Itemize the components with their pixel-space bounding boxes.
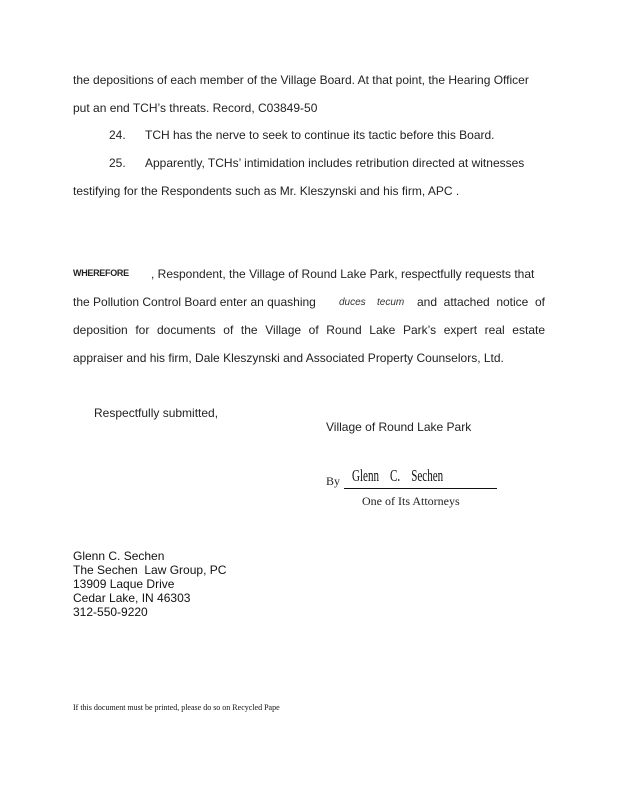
body-line-5: testifying for the Respondents such as Mr. Kleszynski and his firm, APC .: [73, 184, 460, 198]
attorney-phone: 312-550-9220: [73, 605, 148, 619]
body-line-2: put an end TCH’s threats. Record, C03849-50: [73, 101, 318, 115]
wherefore-lead: WHEREFORE: [73, 268, 129, 278]
attorney-address: [73, 549, 226, 619]
wherefore-line-2-start: the Pollution Control Board enter an quashing: [73, 295, 316, 309]
signature-role: One of Its Attorneys: [362, 494, 460, 508]
closing: Respectfully submitted,: [94, 406, 219, 420]
paragraph-25-text: Apparently, TCHs’ intimidation includes retribution directed at witnesses: [145, 156, 525, 170]
body-line-1: the depositions of each member of the Village Board. At that point, the Hearing Officer: [73, 73, 529, 87]
attorney-city: Cedar Lake, IN 46303: [73, 591, 191, 605]
by-label: By: [326, 474, 341, 488]
footer-note: If this document must be printed, please do so on Recycled Pape: [73, 703, 280, 712]
latin-duces: duces: [339, 297, 366, 308]
wherefore-line-4: appraiser and his firm, Dale Kleszynski and Associated Property Counselors, Ltd.: [73, 351, 504, 365]
paragraph-number-25: 25.: [109, 156, 126, 170]
wherefore-line-1: , Respondent, the Village of Round Lake Park, respectfully requests that: [151, 267, 535, 281]
signature-line: [344, 488, 497, 489]
wherefore-line-2-end: and attached notice of: [417, 295, 545, 309]
attorney-name: Glenn C. Sechen: [73, 549, 165, 563]
client-name: Village of Round Lake Park: [326, 420, 472, 434]
signature-name: Glenn C. Sechen: [352, 466, 444, 485]
paragraph-number-24: 24.: [109, 128, 126, 142]
latin-tecum: tecum: [377, 297, 405, 308]
paragraph-24-text: TCH has the nerve to seek to continue its tactic before this Board.: [145, 128, 495, 142]
attorney-street: 13909 Laque Drive: [73, 577, 175, 591]
attorney-firm: The Sechen Law Group, PC: [73, 563, 227, 577]
wherefore-line-3: deposition for documents of the Village of Round Lake Park’s expert real estate: [73, 323, 545, 337]
